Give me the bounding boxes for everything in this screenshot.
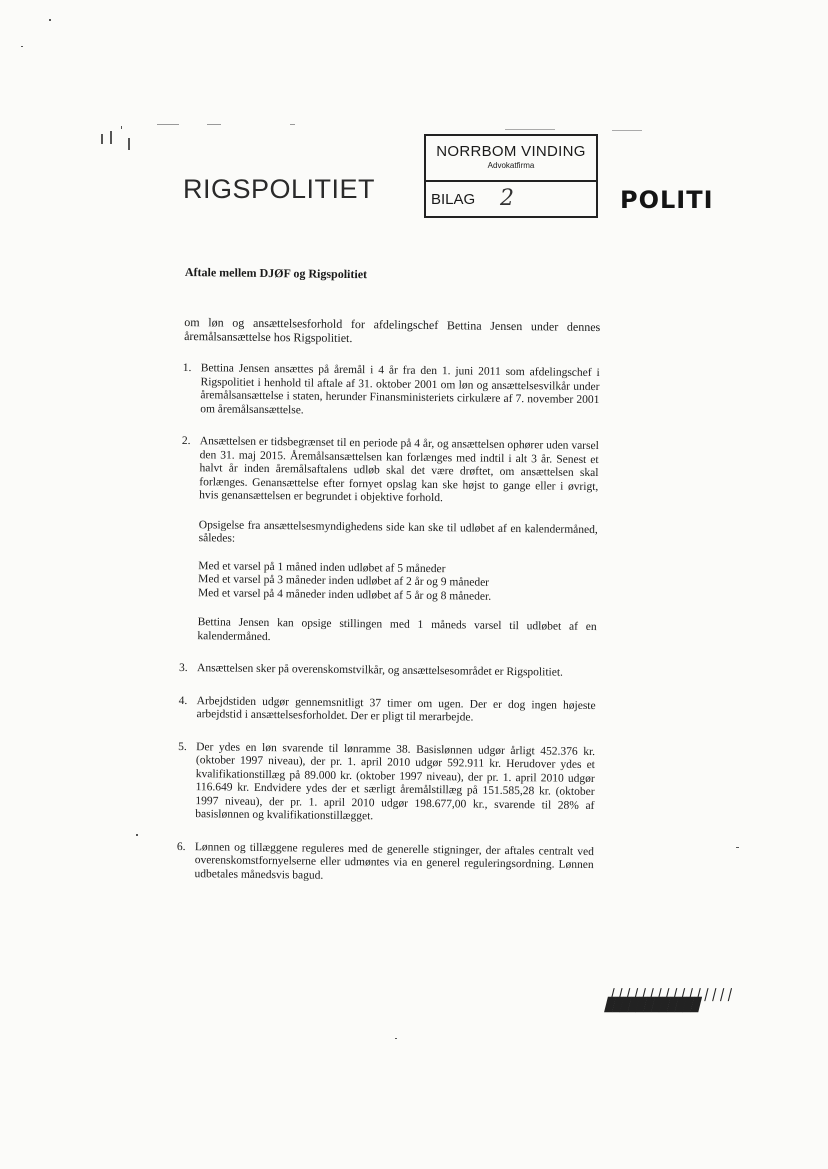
org-logo-text: RIGSPOLITIET xyxy=(183,174,376,204)
scan-speck xyxy=(21,46,23,47)
scan-speck xyxy=(136,834,138,836)
clause-text: Arbejdstiden udgør gennemsnitligt 37 timer om ugen. Der er dog ingen højeste arbejdstid i ansættelsesforholdet. Der er pligt til merarbejde. xyxy=(196,694,596,724)
clause-number: 2. xyxy=(181,434,191,448)
scan-speck xyxy=(207,124,221,125)
agreement-clauses xyxy=(177,362,599,886)
clause-number: 1. xyxy=(182,361,192,375)
clause-item xyxy=(180,662,596,681)
scan-speck xyxy=(505,129,555,130)
stamp-bilag-label: BILAG xyxy=(431,191,476,208)
stamp-firm-subtitle: Advokatfirma xyxy=(487,161,535,170)
clause-item xyxy=(178,740,595,826)
clause-text: Bettina Jensen ansættes på åremål i 4 år fra den 1. juni 2011 som afdelingschef i Rigspolitiet i henhold til aftale af 31. oktober 2001 om løn og ansættelsesvilkår under åremålsansættelse i staten, herunder Finansministeriets cirkulære af 7. november 2001 om åremålsansættelse. xyxy=(200,362,600,416)
scan-speck xyxy=(612,130,642,131)
scan-speck xyxy=(101,134,103,144)
scan-speck xyxy=(736,847,739,848)
document-intro: om løn og ansættelsesforhold for afdelingschef Bettina Jensen under dennes åremålsansættelse hos Rigspolitiet. xyxy=(184,314,601,346)
scan-speck xyxy=(395,1038,397,1039)
stamp-firm-box xyxy=(426,136,596,182)
scan-speck xyxy=(157,124,179,125)
document-body xyxy=(177,265,600,886)
scan-speck xyxy=(110,131,112,144)
scan-speck xyxy=(128,138,130,150)
clause-item xyxy=(183,362,600,421)
document-title: Aftale mellem DJØF og Rigspolitiet xyxy=(184,265,368,282)
clause-number: 3. xyxy=(179,661,188,675)
scan-speck xyxy=(121,126,122,129)
clause-text: Der ydes en løn svarende til lønramme 38. Basislønnen udgør årligt 452.376 kr. (oktober 1997 niveau), der pr. 1. april 2010 udgør 592.911 kr. Herudover ydes et kvalifikationstillæg på 89.000 kr. (oktober 1997 niveau), der pr. 1. april 2010 udgør 116.649 kr. Endvidere ydes der et særligt åremålstillæg på 151.585,28 kr. (oktober 1997 niveau), der pr. 1. april 2010 udgør 198.677,00 kr., svarende til 28% af basislønnen og kvalifikationstillægget. xyxy=(195,740,596,823)
stamp-bilag-box xyxy=(426,182,596,218)
resignation-text: Bettina Jensen kan opsige stillingen med 1 måneds varsel til udløbet af en kalendermåned. xyxy=(197,616,597,643)
clause-number: 4. xyxy=(178,694,188,707)
scan-speck xyxy=(49,19,51,21)
clause-text: Ansættelsen er tidsbegrænset til en periode på 4 år, og ansættelsen ophører uden varsel den 31. maj 2015. Åremålsansættelsen kan forlænges med indtil i alt 3 år. Senest et halvt år inden åremålsaftalens udløb skal det være drøftet, om ansættelsen skal forlænges. Genansættelse efter fornyet opslag kan ske højst to gange eller i øvrigt, hvis genansættelsen er begrundet i objektive forhold. xyxy=(199,435,599,505)
clause-text: Lønnen og tillæggene reguleres med de generelle stigninger, der aftales centralt ved overenskomstfornyelserne eller udmøntes via en generel reguleringsordning. Lønnen udbetales månedsvis bagud. xyxy=(194,840,594,882)
clause-number: 6. xyxy=(176,840,186,853)
law-firm-stamp xyxy=(424,134,598,218)
stamp-bilag-number: 2 xyxy=(500,186,514,211)
clause-number: 5. xyxy=(178,740,187,753)
scan-barcode-marks: |||||||||||||||| ████████████ xyxy=(604,987,736,1013)
notice-period-list xyxy=(198,560,597,605)
clause-text: Ansættelsen sker på overenskomstvilkår, og ansættelsesområdet er Rigspolitiet. xyxy=(197,662,564,679)
scan-speck xyxy=(290,124,295,125)
termination-text: Opsigelse fra ansættelsesmyndighedens side kan ske til udløbet af en kalendermåned, således: xyxy=(198,518,598,545)
clause-item xyxy=(177,840,593,886)
notice-period-line: Med et varsel på 3 måneder inden udløbet af 2 år og 9 måneder xyxy=(198,573,490,589)
politi-brand-logo: POLITI xyxy=(620,186,714,214)
notice-period-line: Med et varsel på 1 måned inden udløbet af 5 måneder xyxy=(198,559,446,575)
clause-body xyxy=(197,435,599,648)
notice-period-line: Med et varsel på 4 måneder inden udløbet af 5 år og 8 måneder. xyxy=(197,586,492,603)
clause-item xyxy=(180,435,599,648)
clause-item xyxy=(179,694,595,726)
stamp-firm-name: NORRBOM VINDING xyxy=(436,143,586,160)
